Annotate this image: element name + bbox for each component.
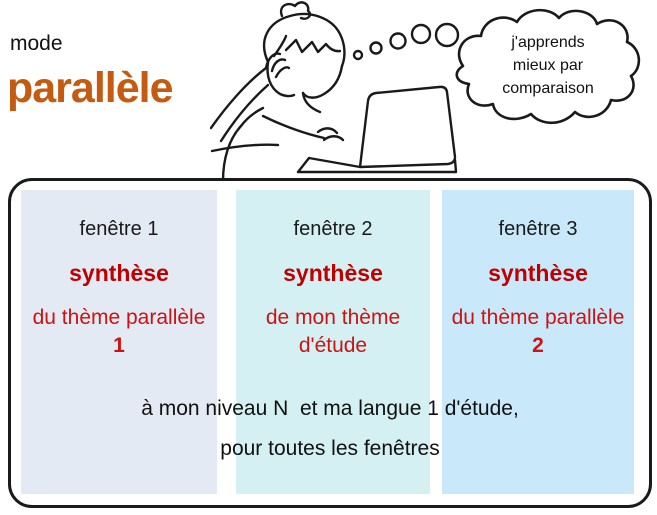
window-3-theme-line: du thème parallèle [451,306,625,329]
caption-line-1: à mon niveau N et ma langue 1 d'étude, [141,397,519,420]
thought-line-2: mieux par [512,57,584,74]
thinking-person-illustration [210,0,462,182]
window-2-theme-line: de mon thème [265,306,401,329]
window-1-theme-number: 1 [113,334,125,357]
window-3-synthese: synthèse [488,260,588,286]
board-caption [11,389,649,469]
window-3-theme-number: 2 [532,334,544,357]
thought-line-1: j'apprends [511,34,585,51]
desk-line [212,145,278,151]
mode-label: mode [10,32,63,55]
windows-board [8,178,652,508]
window-1-theme-line: du thème parallèle [32,306,206,329]
thought-line-3: comparaison [502,80,594,97]
window-2-synthese: synthèse [283,260,383,286]
window-2-title: fenêtre 2 [293,218,373,240]
thought-dots [354,24,458,59]
thought-bubble-text [468,31,628,100]
window-1-title: fenêtre 1 [79,218,159,240]
caption-line-2: pour toutes les fenêtres [220,437,440,460]
window-2-theme-line-2: d'étude [298,334,368,357]
window-1-synthese: synthèse [69,260,169,286]
window-3-title: fenêtre 3 [498,218,578,240]
mode-title: parallèle [7,64,173,112]
